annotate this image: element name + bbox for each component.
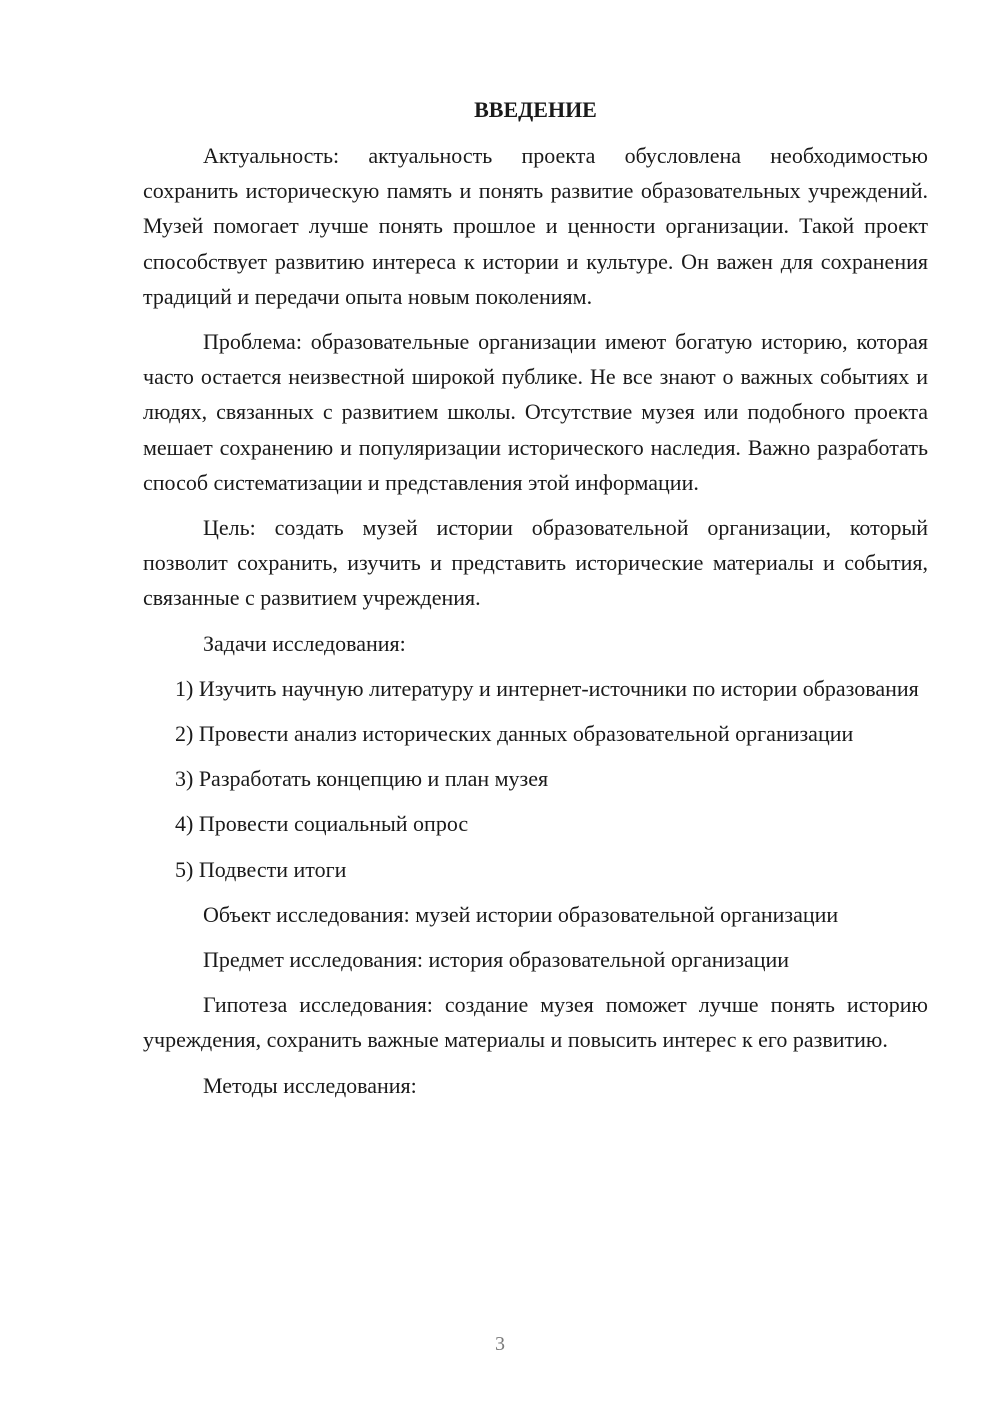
task-item-2: 2) Провести анализ исторических данных образовательной организации: [175, 721, 854, 747]
page-number: 3: [495, 1333, 505, 1355]
task-item-1: 1) Изучить научную литературу и интернет-источники по истории образования: [175, 675, 919, 701]
problem-paragraph: Проблема: образовательные организации имеют богатую историю, которая часто остается неизвестной широкой публике. Не все знают о важных событиях и людях, связанных с развитием школы. Отсутствие музея или подобного проекта мешает сохранению и популяризации исторического наследия. Важно разработать способ систематизации и представления этой информации.: [143, 329, 928, 495]
document-page: [143, 92, 928, 1113]
goal-paragraph: Цель: создать музей истории образовательной организации, который позволит сохранить, изучить и представить исторические материалы и события, связанные с развитием учреждения.: [143, 515, 928, 611]
subject-paragraph: Предмет исследования: история образовательной организации: [203, 947, 790, 973]
task-item-5: 5) Подвести итоги: [175, 856, 347, 882]
tasks-title: Задачи исследования:: [203, 630, 406, 656]
relevance-paragraph: Актуальность: актуальность проекта обусловлена необходимостью сохранить историческую память и понять развитие образовательных учреждений. Музей помогает лучше понять прошлое и ценности организации. Такой проект способствует развитию интереса к истории и культуре. Он важен для сохранения традиций и передачи опыта новым поколениям.: [143, 143, 928, 309]
task-item-3: 3) Разработать концепцию и план музея: [175, 766, 549, 792]
section-heading: ВВЕДЕНИЕ: [474, 97, 597, 122]
hypothesis-paragraph: Гипотеза исследования: создание музея поможет лучше понять историю учреждения, сохранить важные материалы и повысить интерес к его развитию.: [143, 992, 928, 1053]
methods-title: Методы исследования:: [203, 1072, 417, 1098]
object-paragraph: Объект исследования: музей истории образовательной организации: [203, 901, 839, 927]
task-item-4: 4) Провести социальный опрос: [175, 811, 469, 837]
